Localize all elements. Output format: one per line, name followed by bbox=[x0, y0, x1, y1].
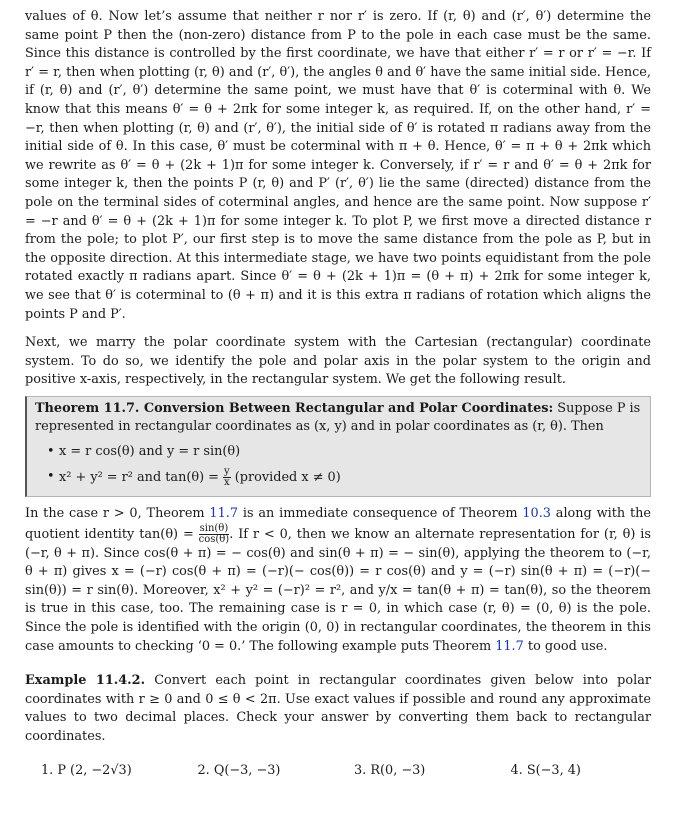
problem-item: 4. S(−3, 4) bbox=[510, 762, 581, 778]
theorem-box bbox=[25, 396, 651, 497]
text-run: along with the quotient identity tan(θ) = bbox=[25, 506, 651, 542]
fraction-y-over-x bbox=[223, 467, 231, 488]
theorem-bullet-2 bbox=[49, 467, 642, 488]
fraction-denominator: x bbox=[224, 477, 230, 489]
discussion-paragraph bbox=[25, 505, 651, 656]
fraction-sin-over-cos bbox=[199, 524, 230, 545]
theorem-statement bbox=[35, 400, 642, 437]
problem-item: 3. R(0, −3) bbox=[354, 762, 426, 778]
bullet2-post: (provided x ≠ 0) bbox=[230, 470, 341, 486]
fraction-numerator: y bbox=[224, 466, 230, 478]
theorem-heading: Theorem 11.7. Conversion Between Rectangular and Polar Coordinates: bbox=[35, 400, 554, 416]
text-run: . If r < 0, then we know an alternate representation for (r, θ) is (−r, θ + π). Since cos(θ + π) = − cos(θ) and sin(θ + π) = − sin(θ), applying the theorem to (−r, θ + π) gives x = (−r) cos(θ + π) = (−r)(− cos(θ)) = r cos(θ) and y = (−r) sin(θ + π) = (−r)(− sin(θ)) = r sin(θ). Moreover, x² + y² = (−r)² = r², and y/x = tan(θ + π) = tan(θ), so the theorem is true in this case, too. The remaining case is r = 0, in which case (r, θ) = (0, θ) is the pole. Since the pole is identified with the origin (0, 0) in rectangular coordinates, the theorem in this case amounts to checking ‘0 = 0.’ The following example puts Theorem bbox=[25, 526, 651, 654]
proof-paragraph: values of θ. Now let’s assume that neither r nor r′ is zero. If (r, θ) and (r′, θ′) determine the same point P then the (non-zero) distance from P to the pole in each case must be the same. Since this distance is controlled by the first coordinate, we have that either r′ = r or r′ = −r. If r′ = r, then when plotting (r, θ) and (r′, θ′), the angles θ and θ′ have the same initial side. Hence, if (r, θ) and (r′, θ′) determine the same point, we must have that θ′ is coterminal with θ. We know that this means θ′ = θ + 2πk for some integer k, as required. If, on the other hand, r′ = −r, then when plotting (r, θ) and (r′, θ′), the initial side of θ′ is rotated π radians away from the initial side of θ. In this case, θ′ must be coterminal with π + θ. Hence, θ′ = π + θ + 2πk which we rewrite as θ′ = θ + (2k + 1)π for some integer k. Conversely, if r′ = r and θ′ = θ + 2πk for some integer k, then the points P (r, θ) and P′ (r′, θ′) lie the same (directed) distance from the pole on the terminal sides of coterminal angles, and hence are the same point. Now suppose r′ = −r and θ′ = θ + (2k + 1)π for some integer k. To plot P, we first move a directed distance r from the pole; to plot P′, our first step is to move the same distance from the pole as P, but in the opposite direction. At this intermediate stage, we have two points equidistant from the pole rotated exactly π radians apart. Since θ′ = θ + (2k + 1)π = (θ + π) + 2πk for some integer k, we see that θ′ is coterminal to (θ + π) and it is this extra π radians of rotation which aligns the points P and P′. bbox=[25, 9, 651, 322]
theorem-link-11-7-b[interactable]: 11.7 bbox=[495, 638, 524, 654]
text-run: In the case r > 0, Theorem bbox=[25, 506, 210, 522]
text-run: is an immediate consequence of Theorem bbox=[238, 506, 523, 522]
problem-list bbox=[25, 763, 651, 778]
intro-paragraph: Next, we marry the polar coordinate system with the Cartesian (rectangular) coordinate system. To do so, we identify the pole and polar axis in the polar system to the origin and positive x-axis, respectively, in the rectangular system. We get the following result. bbox=[25, 335, 651, 388]
example-paragraph bbox=[25, 672, 651, 746]
fraction-denominator: cos(θ) bbox=[198, 533, 230, 545]
example-heading: Example 11.4.2. bbox=[25, 673, 146, 689]
problem-item: 2. Q(−3, −3) bbox=[197, 762, 281, 778]
theorem-bullet-1: • x = r cos(θ) and y = r sin(θ) bbox=[49, 442, 642, 462]
fraction-numerator: sin(θ) bbox=[199, 522, 229, 534]
theorem-body: Suppose P is represented in rectangular coordinates as (x, y) and in polar coordinates as (r, θ). Then bbox=[35, 400, 641, 435]
theorem-link-11-7[interactable]: 11.7 bbox=[209, 506, 239, 522]
text-run: to good use. bbox=[523, 638, 608, 654]
example-body: Convert each point in rectangular coordinates given below into polar coordinates with r ≥ 0 and 0 ≤ θ < 2π. Use exact values if possible and round any approximate values to two decimal places. Check your answer by converting them back to rectangular coordinates. bbox=[25, 673, 651, 744]
bullet2-pre: x² + y² = r² and tan(θ) = bbox=[59, 470, 224, 486]
theorem-list bbox=[35, 442, 642, 488]
problem-item: 1. P (2, −2√3) bbox=[41, 762, 132, 778]
theorem-link-10-3[interactable]: 10.3 bbox=[522, 506, 551, 522]
